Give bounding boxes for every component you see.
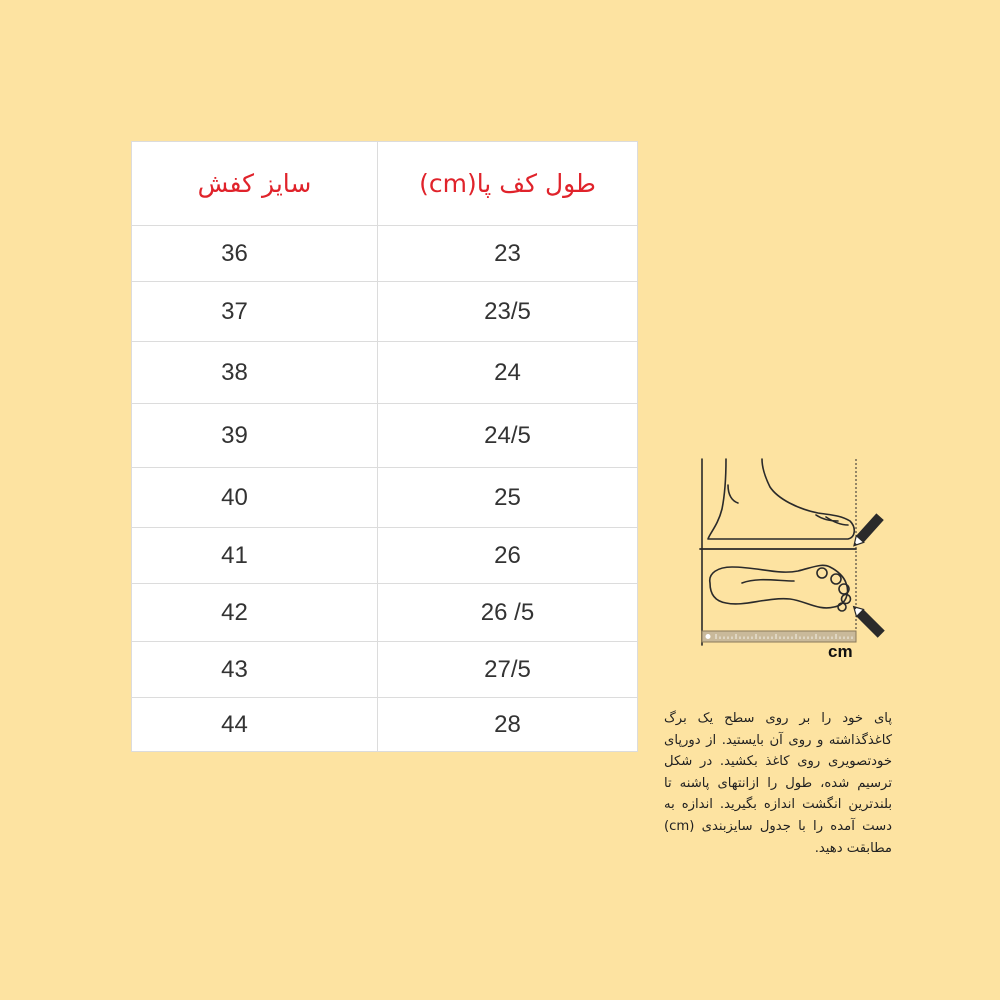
ruler-icon xyxy=(702,631,856,642)
shoe-size-cell: 41 xyxy=(132,528,378,584)
shoe-size-cell: 38 xyxy=(132,342,378,404)
size-chart-table xyxy=(131,141,638,752)
foot-top-icon xyxy=(710,565,851,611)
shoe-size-cell: 40 xyxy=(132,468,378,528)
table-header-row xyxy=(132,142,638,226)
foot-length-cell: 27/5 xyxy=(378,642,638,698)
shoe-size-cell: 44 xyxy=(132,698,378,752)
shoe-size-cell: 42 xyxy=(132,584,378,642)
pencil-icon xyxy=(850,513,885,637)
header-foot-length: طول کف پا(cm) xyxy=(378,142,638,226)
foot-measure-diagram xyxy=(698,455,898,665)
foot-length-cell: 26 xyxy=(378,528,638,584)
table-row xyxy=(132,404,638,468)
table-row xyxy=(132,282,638,342)
table-row xyxy=(132,642,638,698)
foot-side-icon xyxy=(700,459,856,645)
foot-length-cell: 28 xyxy=(378,698,638,752)
shoe-size-cell: 37 xyxy=(132,282,378,342)
foot-length-cell: 23/5 xyxy=(378,282,638,342)
shoe-size-cell: 39 xyxy=(132,404,378,468)
shoe-size-cell: 43 xyxy=(132,642,378,698)
foot-length-cell: 23 xyxy=(378,226,638,282)
header-shoe-size: سایز کفش xyxy=(132,142,378,226)
table-row xyxy=(132,698,638,752)
table-row xyxy=(132,342,638,404)
table-row xyxy=(132,584,638,642)
table-row xyxy=(132,468,638,528)
table-row xyxy=(132,528,638,584)
foot-length-cell: 24/5 xyxy=(378,404,638,468)
measurement-instructions: پای خود را بر روی سطح یک برگ کاغذگذاشته و روی آن بایستید. از دورپای خودتصویری روی کاغذ بکشید. در شکل ترسیم شده، طول را ازانتهای پاشنه تا بلندترین انگشت اندازه بگیرید. اندازه به دست آمده را با جدول سایزبندی (cm) مطابقت دهید. xyxy=(664,711,892,856)
foot-length-cell: 26 /5 xyxy=(378,584,638,642)
foot-length-cell: 24 xyxy=(378,342,638,404)
shoe-size-cell: 36 xyxy=(132,226,378,282)
table-row xyxy=(132,226,638,282)
unit-label: cm xyxy=(828,642,853,661)
foot-length-cell: 25 xyxy=(378,468,638,528)
